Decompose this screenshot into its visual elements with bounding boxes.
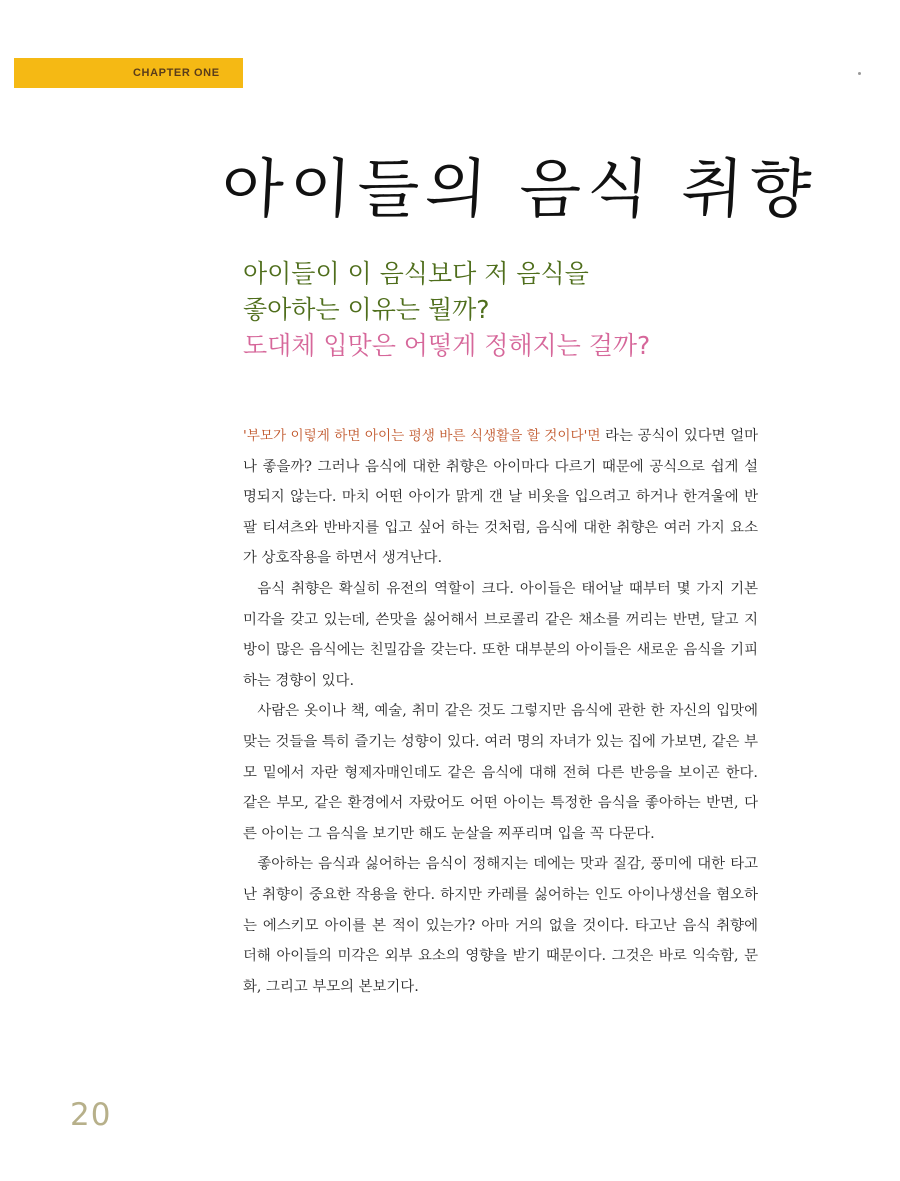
paragraph-3: 사람은 옷이나 책, 예술, 취미 같은 것도 그렇지만 음식에 관한 한 자신의 입맛에 맞는 것들을 특히 즐기는 성향이 있다. 여러 명의 자녀가 있는 집에 가보면, 같은 부모 밑에서 자란 형제자매인데도 같은 음식에 대해 전혀 다른 반응을 보이곤 한다. 같은 부모, 같은 환경에서 자랐어도 어떤 아이는 특정한 음식을 좋아하는 반면, 다른 아이는 그 음식을 보기만 해도 눈살을 찌푸리며 입을 꼭 다문다.	[243, 703, 758, 842]
paragraph-4: 좋아하는 음식과 싫어하는 음식이 정해지는 데에는 맛과 질감, 풍미에 대한 타고난 취향이 중요한 작용을 한다. 하지만 카레를 싫어하는 인도 아이나생선을 혐오하는 에스키모 아이를 본 적이 있는가? 아마 거의 없을 것이다. 타고난 음식 취향에 더해 아이들의 미각은 외부 요소의 영향을 받기 때문이다. 그것은 바로 익숙함, 문화, 그리고 부모의 본보기다.	[243, 856, 758, 995]
dot-mark	[858, 72, 861, 75]
lead-text	[243, 256, 650, 364]
chapter-tag-label: CHAPTER ONE	[133, 67, 220, 79]
paragraph-2: 음식 취향은 확실히 유전의 역할이 크다. 아이들은 태어날 때부터 몇 가지 기본 미각을 갖고 있는데, 쓴맛을 싫어해서 브로콜리 같은 채소를 꺼리는 반면, 달고 지방이 많은 음식에는 친밀감을 갖는다. 또한 대부분의 아이들은 새로운 음식을 기피하는 경향이 있다.	[243, 580, 758, 689]
lead-line-3: 도대체 입맛은 어떻게 정해지는 걸까?	[243, 331, 651, 360]
body-text	[243, 421, 758, 1002]
paragraph-1	[243, 421, 758, 574]
highlighted-quote: '부모가 이렇게 하면 아이는 평생 바른 식생활을 할 것이다'면	[243, 428, 601, 444]
lead-line-1: 아이들이 이 음식보다 저 음식을	[243, 259, 589, 288]
page-title: 아이들의 음식 취향	[219, 153, 819, 227]
paragraph-1-text: 라는 공식이 있다면 얼마나 좋을까? 그러나 음식에 대한 취향은 아이마다 다르기 때문에 공식으로 쉽게 설명되지 않는다. 마치 어떤 아이가 맑게 갠 날 비옷을 입으려고 하거나 한겨울에 반팔 티셔츠와 반바지를 입고 싶어 하는 것처럼, 음식에 대한 취향은 여러 가지 요소가 상호작용을 하면서 생겨난다.	[243, 428, 759, 567]
page-number: 20	[70, 1097, 112, 1133]
lead-line-2: 좋아하는 이유는 뭘까?	[243, 295, 490, 324]
chapter-tag	[14, 58, 243, 88]
